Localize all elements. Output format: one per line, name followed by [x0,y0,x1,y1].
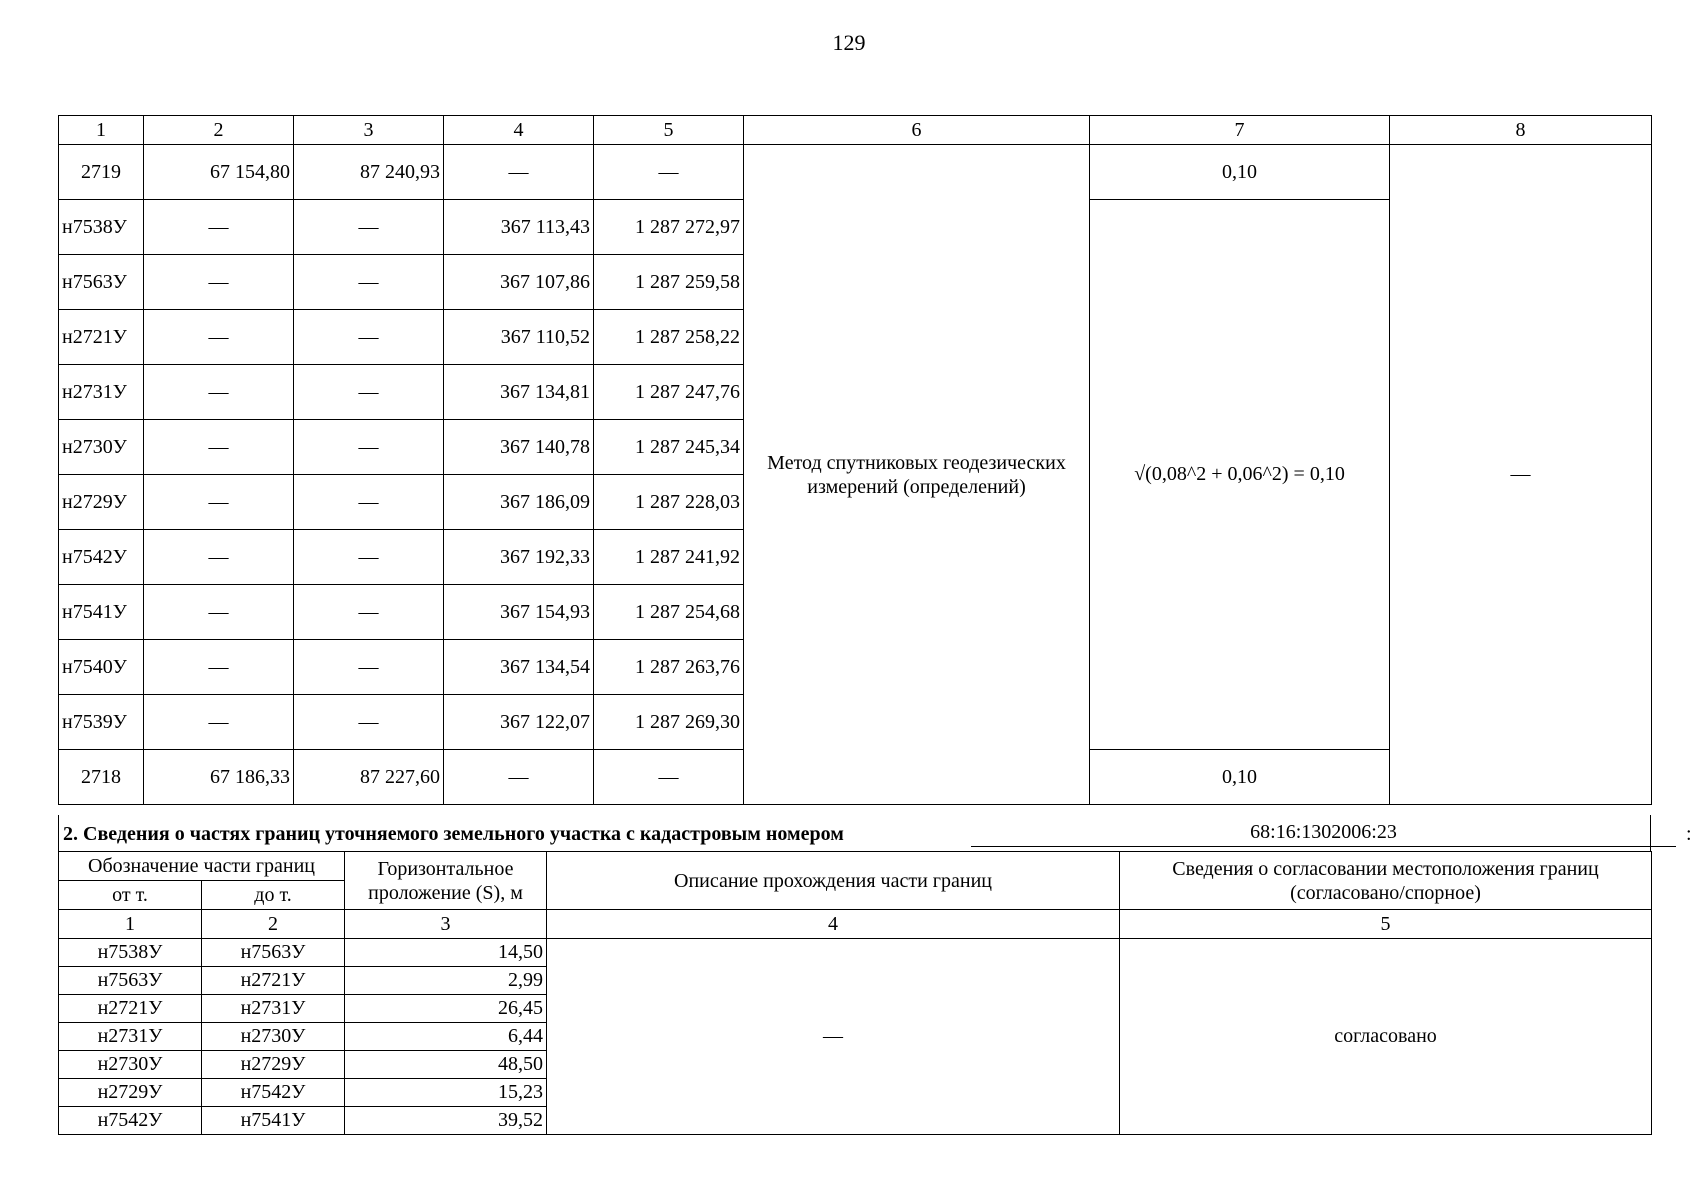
x-old: — [144,585,294,640]
x-old: — [144,640,294,695]
header-to: до т. [202,881,345,910]
column-number: 5 [594,116,744,145]
x-old: — [144,310,294,365]
header-row [59,852,1652,881]
distance: 26,45 [345,995,547,1023]
from-point: н7542У [59,1107,202,1135]
distance: 39,52 [345,1107,547,1135]
to-point: н2729У [202,1051,345,1079]
y-new: — [594,145,744,200]
point-label: н7563У [59,255,144,310]
column-number: 2 [202,910,345,939]
x-old: — [144,695,294,750]
point-label: н7540У [59,640,144,695]
page-number: 129 [832,30,866,55]
to-point: н7542У [202,1079,345,1107]
to-point: н7563У [202,939,345,967]
y-new: 1 287 228,03 [594,475,744,530]
section-title: 2. Сведения о частях границ уточняемого земельного участка с кадастровым номером [63,823,844,845]
from-point: н7538У [59,939,202,967]
column-8-cell: — [1390,145,1652,805]
y-old: 87 240,93 [294,145,444,200]
column-number: 3 [345,910,547,939]
column-number: 5 [1120,910,1652,939]
y-old: — [294,640,444,695]
colon: : [1686,823,1692,845]
y-new: 1 287 272,97 [594,200,744,255]
y-new: 1 287 241,92 [594,530,744,585]
x-old: 67 186,33 [144,750,294,805]
point-label: н7542У [59,530,144,585]
point-label: н2731У [59,365,144,420]
agreement-cell: согласовано [1120,939,1652,1135]
header-from: от т. [59,881,202,910]
point-label: н2729У [59,475,144,530]
column-number: 4 [444,116,594,145]
y-old: — [294,530,444,585]
x-old: — [144,255,294,310]
y-old: — [294,695,444,750]
description-cell: — [547,939,1120,1135]
x-old: — [144,420,294,475]
header-description: Описание прохождения части границ [547,852,1120,910]
coordinates-table [58,115,1652,805]
accuracy-formula: √(0,08^2 + 0,06^2) = 0,10 [1090,200,1390,750]
x-new: 367 134,81 [444,365,594,420]
x-new: 367 186,09 [444,475,594,530]
y-old: — [294,365,444,420]
from-point: н2729У [59,1079,202,1107]
x-new: 367 134,54 [444,640,594,695]
point-label: 2718 [59,750,144,805]
boundary-parts-table [58,851,1652,1135]
y-new: — [594,750,744,805]
point-label: н7541У [59,585,144,640]
column-number: 3 [294,116,444,145]
cadastral-number: 68:16:1302006:23 [971,821,1676,847]
y-old: — [294,585,444,640]
point-label: 2719 [59,145,144,200]
x-new: 367 154,93 [444,585,594,640]
y-new: 1 287 263,76 [594,640,744,695]
header-designation: Обозначение части границ [59,852,345,881]
y-new: 1 287 245,34 [594,420,744,475]
y-new: 1 287 259,58 [594,255,744,310]
x-new: 367 122,07 [444,695,594,750]
distance: 15,23 [345,1079,547,1107]
y-new: 1 287 258,22 [594,310,744,365]
point-label: н2721У [59,310,144,365]
x-old: — [144,365,294,420]
parts-section-heading [58,815,1692,851]
y-old: — [294,255,444,310]
header-agreement: Сведения о согласовании местоположения границ (согласовано/спорное) [1120,852,1652,910]
y-old: — [294,475,444,530]
to-point: н2730У [202,1023,345,1051]
to-point: н2731У [202,995,345,1023]
distance: 2,99 [345,967,547,995]
x-old: — [144,475,294,530]
x-new: 367 192,33 [444,530,594,585]
x-new: 367 107,86 [444,255,594,310]
x-old: 67 154,80 [144,145,294,200]
x-new: 367 113,43 [444,200,594,255]
y-new: 1 287 247,76 [594,365,744,420]
column-number: 4 [547,910,1120,939]
point-label: н7539У [59,695,144,750]
y-old: 87 227,60 [294,750,444,805]
x-old: — [144,200,294,255]
table-row [59,145,1652,200]
point-label: н7538У [59,200,144,255]
from-point: н2730У [59,1051,202,1079]
column-number-row [59,910,1652,939]
y-old: — [294,200,444,255]
y-new: 1 287 254,68 [594,585,744,640]
column-number: 2 [144,116,294,145]
column-number-row [59,116,1652,145]
from-point: н2731У [59,1023,202,1051]
accuracy-first: 0,10 [1090,145,1390,200]
y-new: 1 287 269,30 [594,695,744,750]
x-new: — [444,145,594,200]
x-new: — [444,750,594,805]
header-distance: Горизонтальное проложение (S), м [345,852,547,910]
table-row [59,939,1652,967]
distance: 14,50 [345,939,547,967]
to-point: н2721У [202,967,345,995]
column-number: 1 [59,116,144,145]
y-old: — [294,310,444,365]
accuracy-last: 0,10 [1090,750,1390,805]
x-new: 367 110,52 [444,310,594,365]
x-new: 367 140,78 [444,420,594,475]
column-number: 8 [1390,116,1652,145]
point-label: н2730У [59,420,144,475]
to-point: н7541У [202,1107,345,1135]
column-number: 1 [59,910,202,939]
column-number: 6 [744,116,1090,145]
distance: 6,44 [345,1023,547,1051]
from-point: н7563У [59,967,202,995]
x-old: — [144,530,294,585]
column-number: 7 [1090,116,1390,145]
y-old: — [294,420,444,475]
method-cell: Метод спутниковых геодезических измерений (определений) [744,145,1090,805]
distance: 48,50 [345,1051,547,1079]
from-point: н2721У [59,995,202,1023]
